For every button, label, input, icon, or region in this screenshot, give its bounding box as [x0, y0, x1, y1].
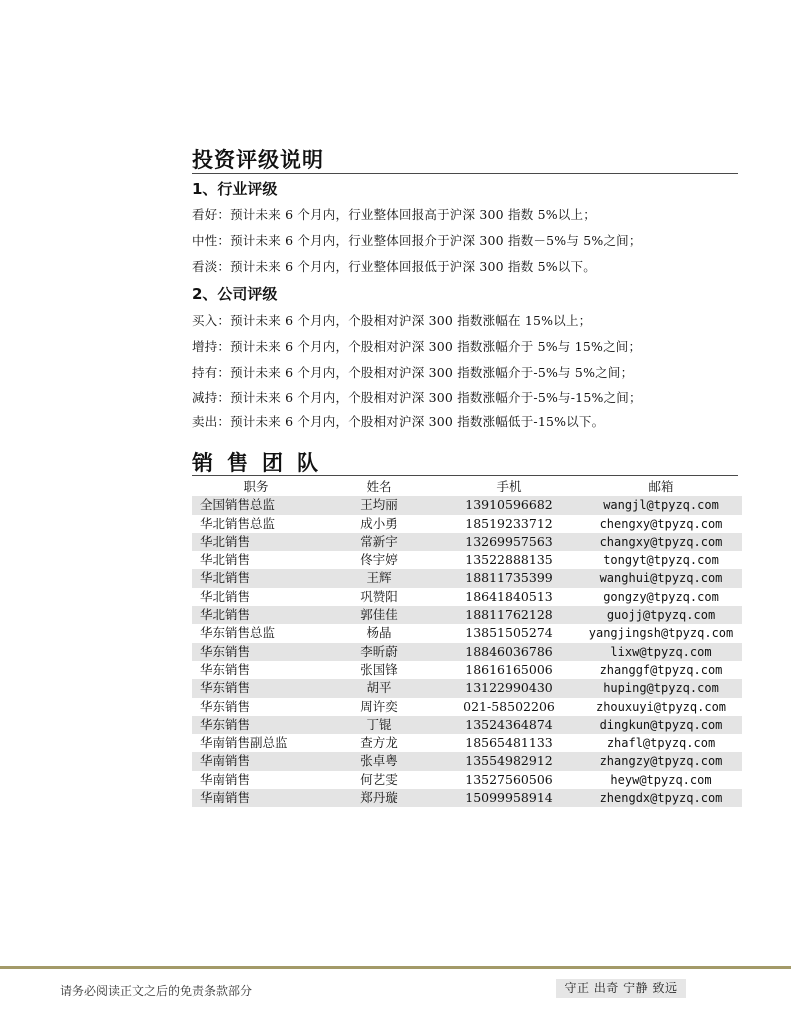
- company-rating-heading: 2、公司评级: [192, 285, 278, 303]
- role-cell: 全国销售总监: [192, 496, 320, 514]
- name-cell: 郑丹璇: [320, 789, 438, 807]
- industry-rating-line: 看好：预计未来 6 个月内，行业整体回报高于沪深 300 指数 5%以上；: [192, 207, 596, 222]
- column-header-name: 姓名: [366, 479, 392, 494]
- role-cell: 华南销售: [200, 771, 251, 787]
- role-cell: 华东销售: [200, 661, 251, 677]
- role-cell: 华北销售: [200, 552, 251, 568]
- email-cell: wangjl@tpyzq.com: [580, 496, 742, 514]
- role-cell: 华南销售副总监: [200, 735, 288, 751]
- role-cell: 华东销售总监: [200, 625, 276, 641]
- role-cell: 华东销售: [192, 716, 320, 734]
- table-row: [192, 515, 742, 533]
- table-row: [192, 734, 742, 752]
- name-cell: 郭佳佳: [320, 606, 438, 624]
- phone-cell: 13527560506: [465, 771, 553, 787]
- table-row: [192, 551, 742, 569]
- phone-cell: 13122990430: [438, 679, 580, 697]
- name-cell: 李昕蔚: [320, 643, 438, 661]
- email-cell: huping@tpyzq.com: [580, 679, 742, 697]
- table-row: [192, 661, 742, 679]
- phone-cell: 18565481133: [465, 735, 553, 751]
- name-cell: 杨晶: [366, 625, 392, 641]
- email-cell: zhanggf@tpyzq.com: [599, 662, 723, 677]
- name-cell: 佟宇婷: [360, 552, 398, 568]
- name-cell: 周许奕: [360, 698, 398, 714]
- email-cell: dingkun@tpyzq.com: [580, 716, 742, 734]
- phone-cell: 15099958914: [438, 789, 580, 807]
- table-row: [192, 569, 742, 587]
- name-cell: 王辉: [320, 569, 438, 587]
- table-header-row: [192, 478, 742, 496]
- email-cell: zhengdx@tpyzq.com: [580, 789, 742, 807]
- email-cell: chengxy@tpyzq.com: [599, 516, 723, 531]
- phone-cell: 021-58502206: [463, 698, 555, 714]
- role-cell: 华东销售: [200, 698, 251, 714]
- company-rating-line: 卖出：预计未来 6 个月内，个股相对沪深 300 指数涨幅低于-15%以下。: [192, 414, 605, 429]
- table-row: [192, 643, 742, 661]
- phone-cell: 13851505274: [465, 625, 553, 641]
- industry-rating-line: 中性：预计未来 6 个月内，行业整体回报介于沪深 300 指数－5%与 5%之间；: [192, 233, 642, 248]
- table-row: [192, 496, 742, 514]
- footer-disclaimer: 请务必阅读正文之后的免责条款部分: [60, 984, 253, 998]
- sales-team-title: 销售团队: [192, 451, 332, 475]
- company-rating-line: 买入：预计未来 6 个月内，个股相对沪深 300 指数涨幅在 15%以上；: [192, 313, 592, 328]
- phone-cell: 18616165006: [465, 661, 553, 677]
- email-cell: heyw@tpyzq.com: [610, 772, 712, 787]
- role-cell: 华北销售: [192, 533, 320, 551]
- name-cell: 巩赞阳: [360, 588, 398, 604]
- email-cell: tongyt@tpyzq.com: [603, 553, 719, 568]
- name-cell: 常新宇: [320, 533, 438, 551]
- company-rating-line: 持有：预计未来 6 个月内，个股相对沪深 300 指数涨幅介于-5%与 5%之间；: [192, 365, 634, 380]
- industry-rating-line: 看淡：预计未来 6 个月内，行业整体回报低于沪深 300 指数 5%以下。: [192, 259, 596, 274]
- table-row: [192, 533, 742, 551]
- email-cell: zhouxuyi@tpyzq.com: [595, 699, 727, 714]
- phone-cell: 18811735399: [438, 569, 580, 587]
- column-header-role: 职务: [243, 479, 269, 494]
- phone-cell: 13269957563: [438, 533, 580, 551]
- industry-rating-heading: 1、行业评级: [192, 180, 278, 198]
- table-row: [192, 624, 742, 642]
- phone-cell: 18811762128: [438, 606, 580, 624]
- rating-title: 投资评级说明: [192, 148, 324, 172]
- name-cell: 成小勇: [360, 515, 398, 531]
- table-row: [192, 679, 742, 697]
- name-cell: 王均丽: [320, 496, 438, 514]
- role-cell: 华东销售: [192, 679, 320, 697]
- role-cell: 华北销售: [200, 588, 251, 604]
- company-rating-line: 减持：预计未来 6 个月内，个股相对沪深 300 指数涨幅介于-5%与-15%之间；: [192, 390, 642, 405]
- role-cell: 华北销售: [192, 569, 320, 587]
- name-cell: 张国锋: [360, 661, 398, 677]
- name-cell: 张卓粤: [320, 752, 438, 770]
- table-row: [192, 752, 742, 770]
- sales-team-table: [192, 478, 742, 807]
- name-cell: 丁锟: [320, 716, 438, 734]
- company-rating-line: 增持：预计未来 6 个月内，个股相对沪深 300 指数涨幅介于 5%与 15%之间；: [192, 339, 642, 354]
- name-cell: 何艺雯: [360, 771, 398, 787]
- phone-cell: 13522888135: [465, 552, 553, 568]
- role-cell: 华北销售总监: [200, 515, 276, 531]
- phone-cell: 13524364874: [438, 716, 580, 734]
- name-cell: 胡平: [320, 679, 438, 697]
- role-cell: 华东销售: [192, 643, 320, 661]
- footer-motto: 守正 出奇 宁静 致远: [556, 979, 686, 998]
- table-row: [192, 771, 742, 789]
- table-row: [192, 698, 742, 716]
- email-cell: zhangzy@tpyzq.com: [580, 752, 742, 770]
- table-row: [192, 588, 742, 606]
- column-header-email: 邮箱: [648, 479, 674, 494]
- sales-title-rule: [192, 475, 738, 476]
- phone-cell: 13554982912: [438, 752, 580, 770]
- rating-title-rule: [192, 173, 738, 174]
- footer-rule: [0, 966, 791, 969]
- email-cell: yangjingsh@tpyzq.com: [588, 626, 734, 641]
- phone-cell: 18641840513: [465, 588, 553, 604]
- role-cell: 华南销售: [192, 752, 320, 770]
- table-row: [192, 789, 742, 807]
- role-cell: 华北销售: [192, 606, 320, 624]
- phone-cell: 13910596682: [438, 496, 580, 514]
- role-cell: 华南销售: [192, 789, 320, 807]
- email-cell: changxy@tpyzq.com: [580, 533, 742, 551]
- email-cell: wanghui@tpyzq.com: [580, 569, 742, 587]
- email-cell: guojj@tpyzq.com: [580, 606, 742, 624]
- email-cell: gongzy@tpyzq.com: [603, 589, 719, 604]
- phone-cell: 18846036786: [438, 643, 580, 661]
- table-row: [192, 716, 742, 734]
- email-cell: zhafl@tpyzq.com: [606, 736, 716, 751]
- email-cell: lixw@tpyzq.com: [580, 643, 742, 661]
- column-header-phone: 手机: [496, 479, 522, 494]
- name-cell: 查方龙: [360, 735, 398, 751]
- table-row: [192, 606, 742, 624]
- phone-cell: 18519233712: [465, 515, 553, 531]
